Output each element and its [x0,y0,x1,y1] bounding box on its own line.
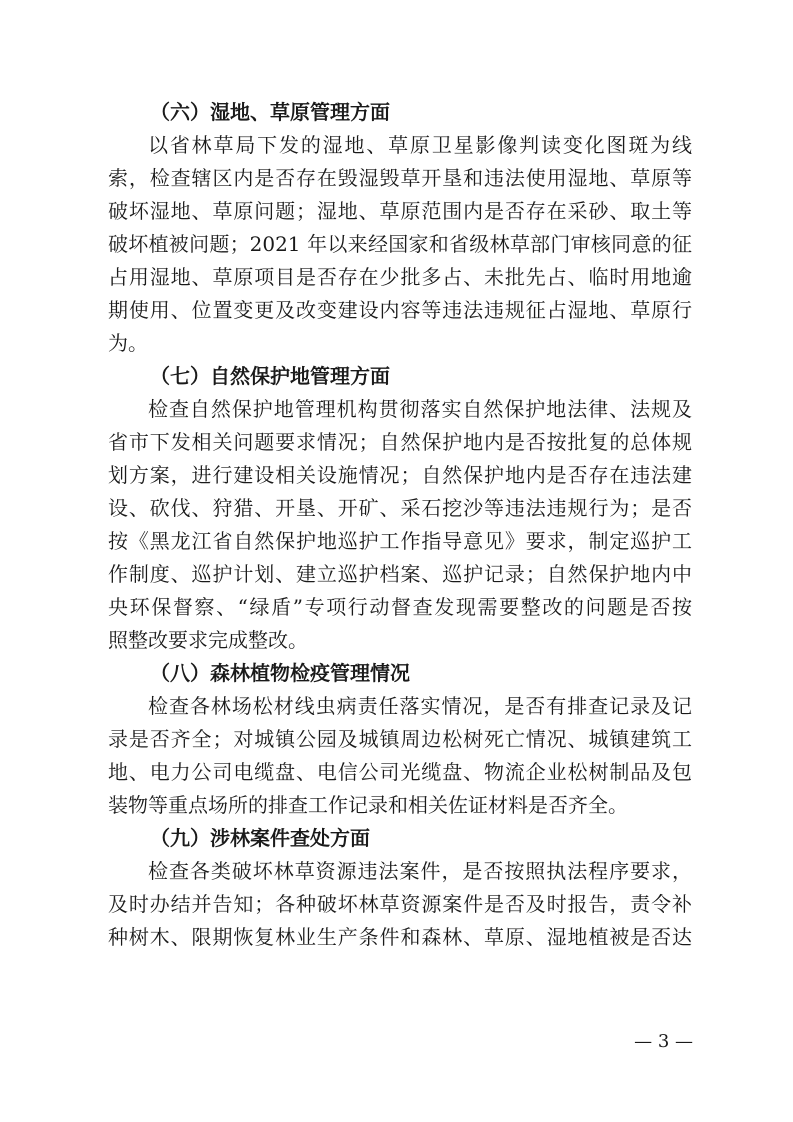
paragraph-line: 检查各类破坏林草资源违法案件，是否按照执法程序要求， [148,859,692,883]
paragraph-line: 以省林草局下发的湿地、草原卫星影像判读变化图斑为线 [148,133,692,157]
section-heading: （八）森林植物检疫管理情况 [150,661,410,685]
paragraph-line: 期使用、位置变更及改变建设内容等违法违规征占湿地、草原行 [108,298,692,322]
paragraph-line: 及时办结并告知；各种破坏林草资源案件是否及时报告，责令补 [108,892,692,916]
paragraph-line: 划方案，进行建设相关设施情况；自然保护地内是否存在违法建 [108,463,692,487]
paragraph-line: 占用湿地、草原项目是否存在少批多占、未批先占、临时用地逾 [108,265,692,289]
paragraph-line: 检查自然保护地管理机构贯彻落实自然保护地法律、法规及 [148,397,692,421]
section-paragraph [108,129,692,360]
paragraph-line: 省市下发相关问题要求情况；自然保护地内是否按批复的总体规 [108,430,692,454]
section-heading: （六）湿地、草原管理方面 [150,100,390,124]
page-number: — 3 — [634,1031,693,1052]
paragraph-line: 照整改要求完成整改。 [108,628,308,652]
paragraph-line: 设、砍伐、狩猎、开垦、开矿、采石挖沙等违法违规行为；是否 [108,496,692,520]
paragraph-line: 破坏湿地、草原问题；湿地、草原范围内是否存在采砂、取土等 [108,199,692,223]
paragraph-line: 录是否齐全；对城镇公园及城镇周边松树死亡情况、城镇建筑工 [108,727,692,751]
paragraph-line: 为。 [108,331,148,355]
paragraph-line: 按《黑龙江省自然保护地巡护工作指导意见》要求，制定巡护工 [108,529,692,553]
paragraph-line: 作制度、巡护计划、建立巡护档案、巡护记录；自然保护地内中 [108,562,692,586]
paragraph-line: 检查各林场松材线虫病责任落实情况，是否有排查记录及记 [148,694,692,718]
paragraph-line: 破坏植被问题；2021 年以来经国家和省级林草部门审核同意的征 [108,232,692,256]
section-paragraph [108,393,692,657]
paragraph-line: 地、电力公司电缆盘、电信公司光缆盘、物流企业松树制品及包 [108,760,692,784]
paragraph-line: 索，检查辖区内是否存在毁湿毁草开垦和违法使用湿地、草原等 [108,166,692,190]
section-heading: （九）涉林案件查处方面 [150,826,370,850]
section-paragraph [108,690,692,822]
document-body [108,96,692,954]
section-paragraph [108,855,692,954]
paragraph-line: 装物等重点场所的排查工作记录和相关佐证材料是否齐全。 [108,793,628,817]
section-heading: （七）自然保护地管理方面 [150,364,390,388]
paragraph-line: 种树木、限期恢复林业生产条件和森林、草原、湿地植被是否达 [108,925,692,949]
paragraph-line: 央环保督察、“绿盾”专项行动督查发现需要整改的问题是否按 [108,595,692,619]
